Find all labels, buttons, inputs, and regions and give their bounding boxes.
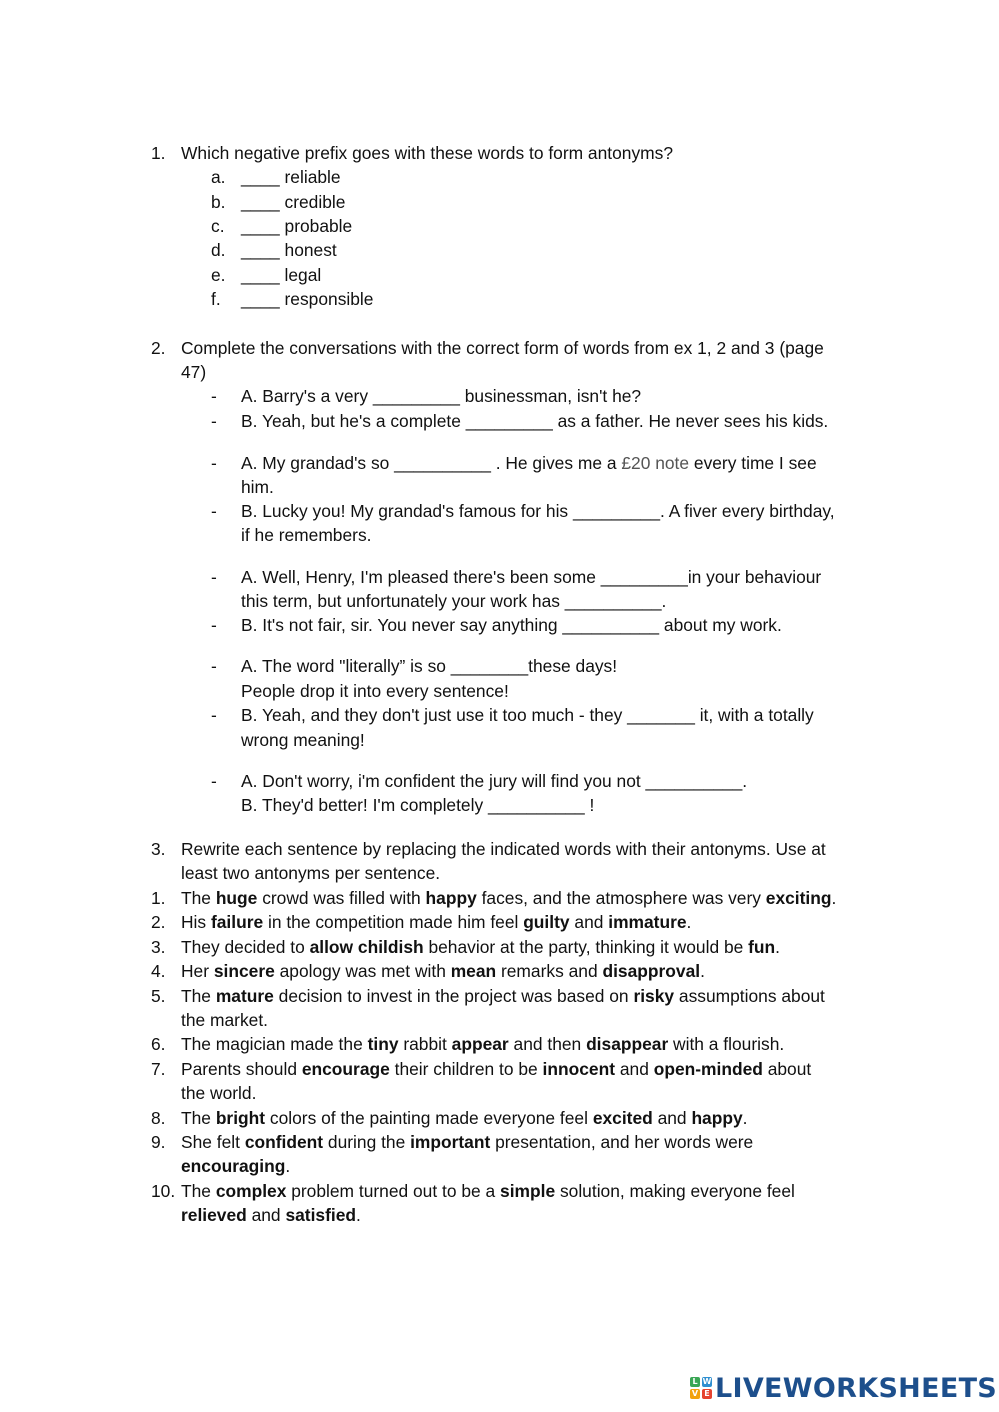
logo-tile: V [691, 1389, 699, 1398]
conv4-line-a[interactable]: A. The word "literally” is so ________these days! [241, 656, 618, 676]
note-text: £20 note [621, 453, 690, 473]
conv2-text: A. My grandad's so __________ . He gives me a [241, 453, 622, 473]
sentence-7-cont: the world. [181, 1083, 257, 1103]
q1-item-reliable[interactable]: ____ reliable [241, 167, 341, 187]
sentence-5: The mature decision to invest in the project was based on risky assumptions about [181, 986, 825, 1006]
q1-prompt: Which negative prefix goes with these words to form antonyms? [181, 143, 673, 163]
liveworksheets-brand[interactable] [690, 1371, 997, 1405]
dash-bullet: - [211, 501, 217, 521]
sentence-number: 9. [151, 1132, 166, 1152]
logo-tile: L [690, 1377, 700, 1387]
sentence-2: His failure in the competition made him feel guilty and immature. [181, 912, 692, 932]
sentence-number: 10. [151, 1181, 176, 1201]
dash-bullet: - [211, 386, 217, 406]
conv2-line-b[interactable]: B. Lucky you! My grandad's famous for his _________. A fiver every birthday, [241, 501, 835, 521]
q1-item-responsible[interactable]: ____ responsible [241, 289, 374, 309]
q2-number: 2. [151, 338, 166, 358]
conv4-line-b-cont: wrong meaning! [241, 730, 365, 750]
sentence-number: 6. [151, 1034, 166, 1054]
liveworksheets-logo-icon [690, 1377, 712, 1399]
sentence-number: 4. [151, 961, 166, 981]
q1-item-legal[interactable]: ____ legal [241, 265, 322, 285]
logo-tile: E [702, 1389, 712, 1399]
dash-bullet: - [211, 615, 217, 635]
sentence-4: Her sincere apology was met with mean remarks and disapproval. [181, 961, 705, 981]
q1-item-letter: b. [211, 192, 226, 212]
sentence-number: 7. [151, 1059, 166, 1079]
logo-tile: W [702, 1377, 712, 1386]
sentence-7: Parents should encourage their children to be innocent and open-minded about [181, 1059, 812, 1079]
q1-item-letter: e. [211, 265, 226, 285]
conv2-line-a[interactable] [241, 452, 817, 474]
sentence-9-cont: encouraging. [181, 1156, 291, 1176]
q1-number: 1. [151, 143, 166, 163]
dash-bullet: - [211, 771, 217, 791]
q1-item-letter: c. [211, 216, 225, 236]
dash-bullet: - [211, 411, 217, 431]
q1-item-probable[interactable]: ____ probable [241, 216, 353, 236]
dash-bullet: - [211, 705, 217, 725]
conv3-line-a-cont[interactable]: this term, but unfortunately your work has __________. [241, 591, 667, 611]
q1-item-letter: a. [211, 167, 226, 187]
sentence-1: The huge crowd was filled with happy faces, and the atmosphere was very exciting. [181, 888, 837, 908]
q3-prompt-line1: Rewrite each sentence by replacing the indicated words with their antonyms. Use at [181, 839, 826, 859]
brand-name: LIVEWORKSHEETS [715, 1372, 998, 1404]
dash-bullet: - [211, 453, 217, 473]
sentence-6: The magician made the tiny rabbit appear and then disappear with a flourish. [181, 1034, 785, 1054]
sentence-10-cont: relieved and satisfied. [181, 1205, 361, 1225]
dash-bullet: - [211, 567, 217, 587]
sentence-10: The complex problem turned out to be a simple solution, making everyone feel [181, 1181, 795, 1201]
conv2-line-b-cont: if he remembers. [241, 525, 372, 545]
conv3-line-b[interactable]: B. It's not fair, sir. You never say anything __________ about my work. [241, 615, 782, 635]
dash-bullet: - [211, 656, 217, 676]
q2-prompt-line1: Complete the conversations with the correct form of words from ex 1, 2 and 3 (page [181, 338, 824, 358]
q3-prompt-line2: least two antonyms per sentence. [181, 863, 441, 883]
q3-number: 3. [151, 839, 166, 859]
conv4-line-b[interactable]: B. Yeah, and they don't just use it too much - they _______ it, with a totally [241, 705, 814, 725]
conv3-line-a[interactable]: A. Well, Henry, I'm pleased there's been some _________in your behaviour [241, 567, 822, 587]
q2-prompt-line2: 47) [181, 362, 207, 382]
conv2-line-a-cont: him. [241, 477, 274, 497]
conv1-line-a[interactable]: A. Barry's a very _________ businessman, isn't he? [241, 386, 642, 406]
sentence-number: 3. [151, 937, 166, 957]
q1-item-honest[interactable]: ____ honest [241, 240, 337, 260]
conv4-line-a-cont: People drop it into every sentence! [241, 681, 509, 701]
q1-item-credible[interactable]: ____ credible [241, 192, 346, 212]
conv5-line-b[interactable]: B. They'd better! I'm completely __________ ! [241, 795, 595, 815]
q1-item-letter: d. [211, 240, 226, 260]
conv2-text: every time I see [689, 453, 817, 473]
sentence-number: 1. [151, 888, 166, 908]
q1-item-letter: f. [211, 289, 221, 309]
sentence-number: 2. [151, 912, 166, 932]
sentence-5-cont: the market. [181, 1010, 268, 1030]
conv1-line-b[interactable]: B. Yeah, but he's a complete _________ as a father. He never sees his kids. [241, 411, 829, 431]
sentence-9: She felt confident during the important presentation, and her words were [181, 1132, 754, 1152]
sentence-number: 8. [151, 1108, 166, 1128]
conv5-line-a[interactable]: A. Don't worry, i'm confident the jury will find you not __________. [241, 771, 748, 791]
sentence-number: 5. [151, 986, 166, 1006]
sentence-8: The bright colors of the painting made everyone feel excited and happy. [181, 1108, 748, 1128]
sentence-3: They decided to allow childish behavior at the party, thinking it would be fun. [181, 937, 781, 957]
